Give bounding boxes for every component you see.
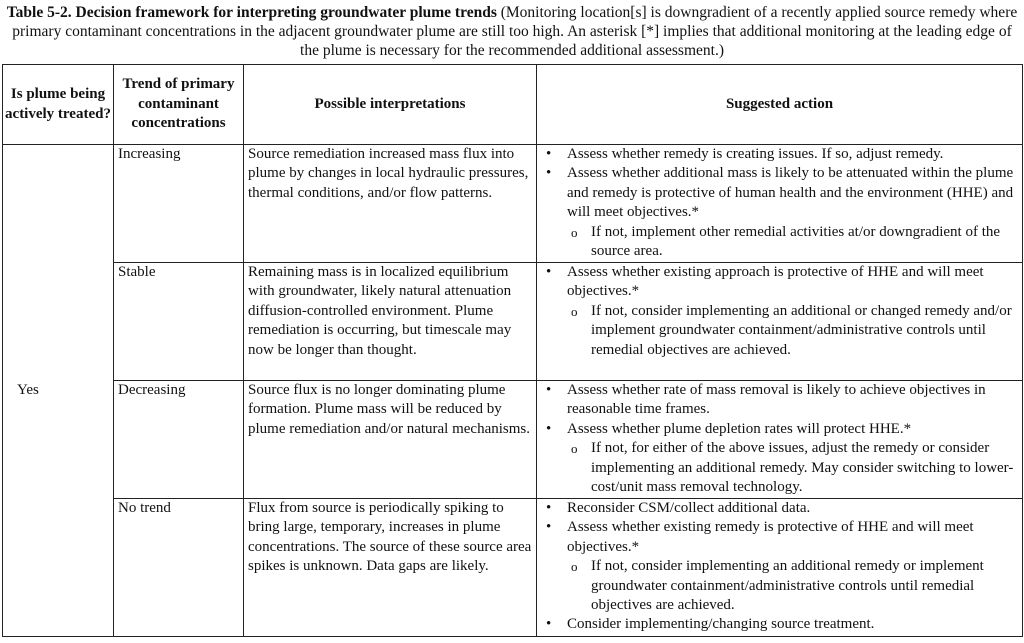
action-subbullet: o If not, consider implementing an additional remedy or implement groundwater containment/administrative controls until remedial objectives are achieved. xyxy=(591,557,1018,615)
interpretation-cell: Source remediation increased mass flux into plume by changes in local hydraulic pressures, thermal conditions, and/or flow patterns. xyxy=(244,145,537,263)
interpretation-cell: Remaining mass is in localized equilibrium with groundwater, likely natural attenuation diffusion-controlled environment. Plume remediation is occurring, but timescale may now be longer than thought. xyxy=(244,263,537,381)
trend-cell: Decreasing xyxy=(114,381,244,499)
caption-text: (Monitoring location[s] is downgradient of a recently applied source remedy where primary contaminant concentrations in the adjacent groundwater plume are still too high. An asterisk [*] implies that additional monitoring at the leading edge of the plume is necessary for the recommended additional assessment.) xyxy=(12,4,1018,59)
action-cell xyxy=(537,499,1023,637)
table-row xyxy=(3,263,1023,381)
treated-cell: Yes xyxy=(3,145,114,637)
action-subbullet: o If not, consider implementing an additional or changed remedy and/or implement groundwater containment/administrative controls until remedial objectives are achieved. xyxy=(591,302,1018,360)
table-row xyxy=(3,381,1023,499)
action-bullet: • Reconsider CSM/collect additional data. xyxy=(567,499,1018,518)
action-cell xyxy=(537,145,1023,263)
action-bullet xyxy=(567,263,1018,360)
table-caption xyxy=(2,3,1022,60)
caption-title: Table 5-2. Decision framework for interpreting groundwater plume trends xyxy=(6,4,497,21)
table-row xyxy=(3,499,1023,637)
action-bullet: • Assess whether rate of mass removal is likely to achieve objectives in reasonable time frames. xyxy=(567,381,1018,420)
header-row xyxy=(3,65,1023,145)
table-row xyxy=(3,145,1023,263)
action-bullet-text: Assess whether additional mass is likely to be attenuated within the plume and remedy is protective of human health and the environment (HHE) and will meet objectives.* xyxy=(567,165,1014,221)
interpretation-cell: Source flux is no longer dominating plume formation. Plume mass will be reduced by plume remediation and/or natural mechanisms. xyxy=(244,381,537,499)
action-bullet-text: Assess whether plume depletion rates will protect HHE.* xyxy=(567,420,912,437)
header-interpretations: Possible interpretations xyxy=(244,65,537,145)
header-trend: Trend of primary contaminant concentrations xyxy=(114,65,244,145)
action-bullet-text: Assess whether existing remedy is protective of HHE and will meet objectives.* xyxy=(567,519,974,555)
interpretation-cell: Flux from source is periodically spiking to bring large, temporary, increases in plume concentrations. The source of these source area spikes is unknown. Data gaps are likely. xyxy=(244,499,537,637)
action-bullet xyxy=(567,518,1018,615)
trend-cell: No trend xyxy=(114,499,244,637)
action-bullet xyxy=(567,164,1018,261)
action-bullet: • Assess whether remedy is creating issues. If so, adjust remedy. xyxy=(567,145,1018,164)
action-subbullet: o If not, implement other remedial activities at/or downgradient of the source area. xyxy=(591,223,1018,262)
action-cell xyxy=(537,381,1023,499)
decision-table xyxy=(2,64,1023,637)
action-bullet-text: Assess whether existing approach is protective of HHE and will meet objectives.* xyxy=(567,264,984,300)
header-action: Suggested action xyxy=(537,65,1023,145)
header-treated: Is plume being actively treated? xyxy=(3,65,114,145)
trend-cell: Increasing xyxy=(114,145,244,263)
action-subbullet: o If not, for either of the above issues, adjust the remedy or consider implementing an additional remedy. May consider switching to lower-cost/unit mass removal technology. xyxy=(591,439,1018,497)
action-bullet: • Consider implementing/changing source treatment. xyxy=(567,615,1018,634)
action-cell xyxy=(537,263,1023,381)
trend-cell: Stable xyxy=(114,263,244,381)
action-bullet xyxy=(567,420,1018,498)
